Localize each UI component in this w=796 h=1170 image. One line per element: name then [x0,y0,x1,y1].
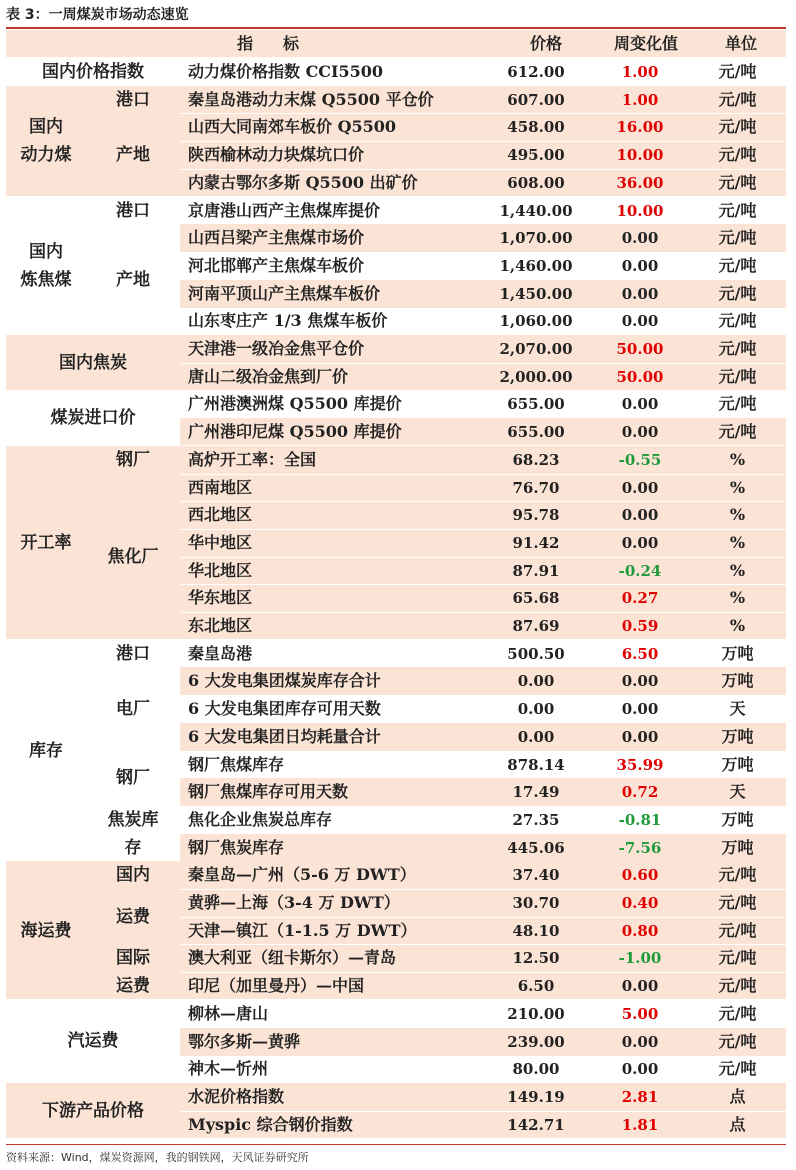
row-separator [180,612,786,613]
row-change: 0.00 [621,256,659,275]
row-unit: 元/吨 [718,117,757,137]
row-price: 87.69 [512,617,560,635]
row-change: 0.00 [621,395,659,414]
row-price: 495.00 [507,146,565,165]
row-price: 149.19 [507,1087,565,1106]
row-unit: 元/吨 [718,976,757,996]
row-name: 华北地区 [188,560,253,580]
subgroup-label: 焦炭库 [107,809,159,830]
row-change: 0.00 [621,284,659,303]
row-unit: 元/吨 [718,1031,757,1051]
source-rule [6,1144,786,1145]
row-price: 239.00 [507,1032,565,1051]
subgroup-label: 钢厂 [116,768,150,789]
row-name: 京唐港山西产主焦煤库提价 [188,200,381,220]
row-name: 鄂尔多斯—黄骅 [188,1031,301,1051]
row-change: -7.56 [618,838,662,857]
row-name: 河北邯郸产主焦煤车板价 [188,255,365,275]
row-price: 80.00 [512,1060,560,1079]
row-name: 天津—镇江（1-1.5 万 DWT） [188,920,417,940]
row-price: 37.40 [512,866,560,885]
row-name: 钢厂焦煤库存可用天数 [188,782,349,802]
row-name: 焦化企业焦炭总库存 [188,809,333,829]
row-name: 钢厂焦煤库存 [188,754,285,774]
row-name: 华中地区 [188,532,253,552]
row-unit: 元/吨 [718,422,757,442]
row-name: 6 大发电集团库存可用天数 [188,699,381,719]
row-change: 50.00 [616,340,664,358]
row-change: 0.00 [621,478,659,497]
row-unit: 元/吨 [718,62,757,81]
row-price: 17.49 [512,783,560,802]
row-price: 608.00 [507,173,565,192]
row-price: 30.70 [512,894,560,912]
row-name: 水泥价格指数 [188,1086,285,1106]
row-change: 5.00 [621,1004,659,1023]
row-name: 印尼（加里曼丹）—中国 [188,976,365,996]
row-separator [180,501,786,502]
row-change: 2.81 [621,1087,659,1106]
row-price: 878.14 [507,755,565,774]
row-name: 东北地区 [188,616,253,635]
row-unit: % [729,588,746,608]
row-price: 68.23 [512,450,560,469]
row-change: 50.00 [616,367,664,386]
row-price: 0.00 [517,727,555,746]
row-unit: 元/吨 [718,366,757,386]
row-unit: 元/吨 [718,172,757,192]
row-change: 0.00 [621,727,659,746]
row-name: 华东地区 [188,588,253,608]
row-change: 1.00 [621,63,659,81]
row-unit: % [729,560,746,580]
row-price: 458.00 [507,118,565,137]
row-price: 48.10 [512,921,560,940]
row-unit: 万吨 [721,809,754,829]
subgroup-label: 国际 [116,948,150,969]
row-unit: 元/吨 [718,339,757,358]
group-label: 国内 动力煤 [20,117,72,166]
row-price: 1,440.00 [499,201,573,220]
row-change: 0.00 [621,312,659,331]
row-unit: % [729,477,746,497]
header-change: 周变化值 [613,34,678,53]
row-unit: 天 [729,782,746,802]
row-name: Myspic 综合钢价指数 [188,1114,353,1134]
row-price: 0.00 [517,700,555,719]
row-price: 1,450.00 [499,284,573,303]
row-price: 0.00 [517,672,555,691]
header-unit: 单位 [724,34,757,53]
row-unit: 元/吨 [718,948,757,968]
row-change: -0.81 [618,810,662,829]
row-change: 0.00 [621,1032,659,1051]
row-change: 0.59 [621,617,659,635]
row-price: 142.71 [507,1115,565,1134]
row-change: -0.24 [618,561,662,580]
row-change: 0.00 [621,977,659,996]
group-label: 国内价格指数 [42,61,144,82]
row-price: 12.50 [512,949,560,968]
row-unit: 元/吨 [718,1003,757,1023]
row-name: 广州港澳洲煤 Q5500 库提价 [188,394,402,414]
subgroup-label: 港口 [116,643,150,664]
row-price: 1,060.00 [499,312,573,331]
row-unit: 天 [729,699,746,719]
row-change: 16.00 [616,118,664,137]
row-name: 内蒙古鄂尔多斯 Q5500 出矿价 [188,172,418,192]
row-price: 1,460.00 [499,256,573,275]
row-unit: 元/吨 [718,255,757,275]
group-label: 库存 [29,740,63,761]
subgroup-label: 国内 [116,865,150,886]
row-name: 秦皇岛港 [188,643,253,663]
header-price: 价格 [529,34,562,53]
row-unit: 点 [729,1086,746,1106]
row-unit: 万吨 [721,837,754,857]
row-price: 2,070.00 [499,340,573,358]
row-separator [180,529,786,530]
row-change: 0.00 [621,229,659,248]
row-change: 35.99 [616,755,664,774]
group-label: 煤炭进口价 [50,408,136,429]
row-change: 0.40 [621,894,659,912]
row-change: 0.00 [621,700,659,719]
group-label: 国内焦炭 [59,352,127,373]
row-name: 澳大利亚（纽卡斯尔）—青岛 [188,948,397,968]
row-name: 钢厂焦炭库存 [188,837,285,857]
row-price: 445.06 [507,838,565,857]
row-change: 36.00 [616,173,664,192]
subgroup-label: 产地 [116,269,150,290]
row-name: 广州港印尼煤 Q5500 库提价 [188,422,402,442]
row-unit: 元/吨 [718,893,757,912]
row-unit: 元/吨 [718,283,757,303]
row-change: 6.50 [621,644,659,663]
row-name: 秦皇岛—广州（5-6 万 DWT） [188,865,416,885]
row-unit: 元/吨 [718,89,757,109]
row-unit: 元/吨 [718,228,757,248]
row-change: 0.00 [621,506,659,525]
subgroup-label: 港口 [116,89,150,110]
source-note: 资料来源：Wind，煤炭资源网，我的钢铁网，天风证券研究所 [6,1151,309,1164]
row-change: 0.27 [621,589,659,608]
row-name: 山西大同南郊车板价 Q5500 [188,117,397,137]
row-change: -1.00 [618,949,662,968]
row-price: 91.42 [512,533,560,552]
row-price: 6.50 [517,977,555,996]
row-unit: 点 [729,1114,746,1134]
row-unit: 元/吨 [718,920,757,940]
row-unit: 元/吨 [718,311,757,331]
row-name: 山东枣庄产 1/3 焦煤车板价 [188,311,388,331]
row-unit: 万吨 [721,754,754,774]
group-label: 国内 炼焦煤 [20,241,72,290]
row-name: 秦皇岛港动力末煤 Q5500 平仓价 [188,89,434,109]
subgroup-label: 焦化厂 [107,546,159,567]
row-unit: 元/吨 [718,200,757,220]
subgroup-label: 产地 [116,145,150,166]
row-price: 65.68 [512,589,560,608]
row-unit: 元/吨 [718,145,757,165]
row-name: 西北地区 [188,505,253,525]
row-name: 西南地区 [188,477,253,497]
table-title: 表 3：一周煤炭市场动态速览 [6,7,189,23]
subgroup-label: 运费 [116,976,150,997]
row-unit: % [729,505,746,525]
row-change: 0.00 [621,533,659,552]
row-separator [180,557,786,558]
row-separator [180,584,786,585]
row-unit: 万吨 [721,671,754,691]
row-name: 6 大发电集团煤炭库存合计 [188,671,381,691]
group-label: 开工率 [20,532,72,553]
row-price: 27.35 [512,810,560,829]
row-name: 山西吕梁产主焦煤市场价 [188,228,365,248]
row-change: 0.80 [621,921,659,940]
row-price: 2,000.00 [499,367,573,386]
row-name: 河南平顶山产主焦煤车板价 [188,283,381,303]
subgroup-label: 电厂 [116,699,150,720]
row-change: 10.00 [616,201,664,220]
row-unit: 元/吨 [718,1059,757,1079]
title-rule [6,27,786,29]
row-name: 柳林—唐山 [188,1003,269,1023]
row-price: 95.78 [512,506,560,525]
row-name: 唐山二级冶金焦到厂价 [188,366,349,386]
row-price: 1,070.00 [499,229,573,248]
row-price: 87.91 [512,561,560,580]
row-price: 655.00 [507,395,565,414]
row-change: 1.81 [621,1115,659,1134]
row-change: 1.00 [621,90,659,109]
row-name: 6 大发电集团日均耗量合计 [188,726,381,746]
row-price: 76.70 [512,478,560,497]
row-unit: 元/吨 [718,865,757,885]
table-header [6,30,786,57]
subgroup-label: 存 [124,837,142,858]
row-name: 神木—忻州 [188,1059,269,1079]
row-price: 655.00 [507,423,565,442]
row-change: 0.00 [621,1060,659,1079]
row-change: -0.55 [618,450,662,469]
row-name: 动力煤价格指数 CCI5500 [188,62,384,81]
row-price: 210.00 [507,1004,565,1023]
row-unit: % [729,449,746,469]
subgroup-label: 运费 [116,906,150,927]
row-unit: % [729,616,746,635]
row-change: 10.00 [616,146,664,165]
group-label: 下游产品价格 [42,1100,144,1121]
subgroup-label: 港口 [116,200,150,221]
row-name: 黄骅—上海（3-4 万 DWT） [188,893,400,912]
row-unit: % [729,532,746,552]
row-name: 陕西榆林动力块煤坑口价 [188,145,365,165]
row-change: 0.00 [621,423,659,442]
row-price: 612.00 [507,63,565,81]
row-name: 高炉开工率：全国 [188,449,317,469]
row-name: 天津港一级冶金焦平仓价 [188,339,365,358]
row-change: 0.00 [621,672,659,691]
row-unit: 万吨 [721,643,754,663]
header-name: 指标 [236,34,329,53]
row-price: 500.50 [507,644,565,663]
subgroup-label: 钢厂 [116,449,150,470]
row-unit: 万吨 [721,726,754,746]
row-change: 0.72 [621,783,659,802]
row-change: 0.60 [621,866,659,885]
row-unit: 元/吨 [718,394,757,414]
row-price: 607.00 [507,90,565,109]
group-label: 海运费 [20,920,72,941]
group-label: 汽运费 [67,1031,119,1052]
